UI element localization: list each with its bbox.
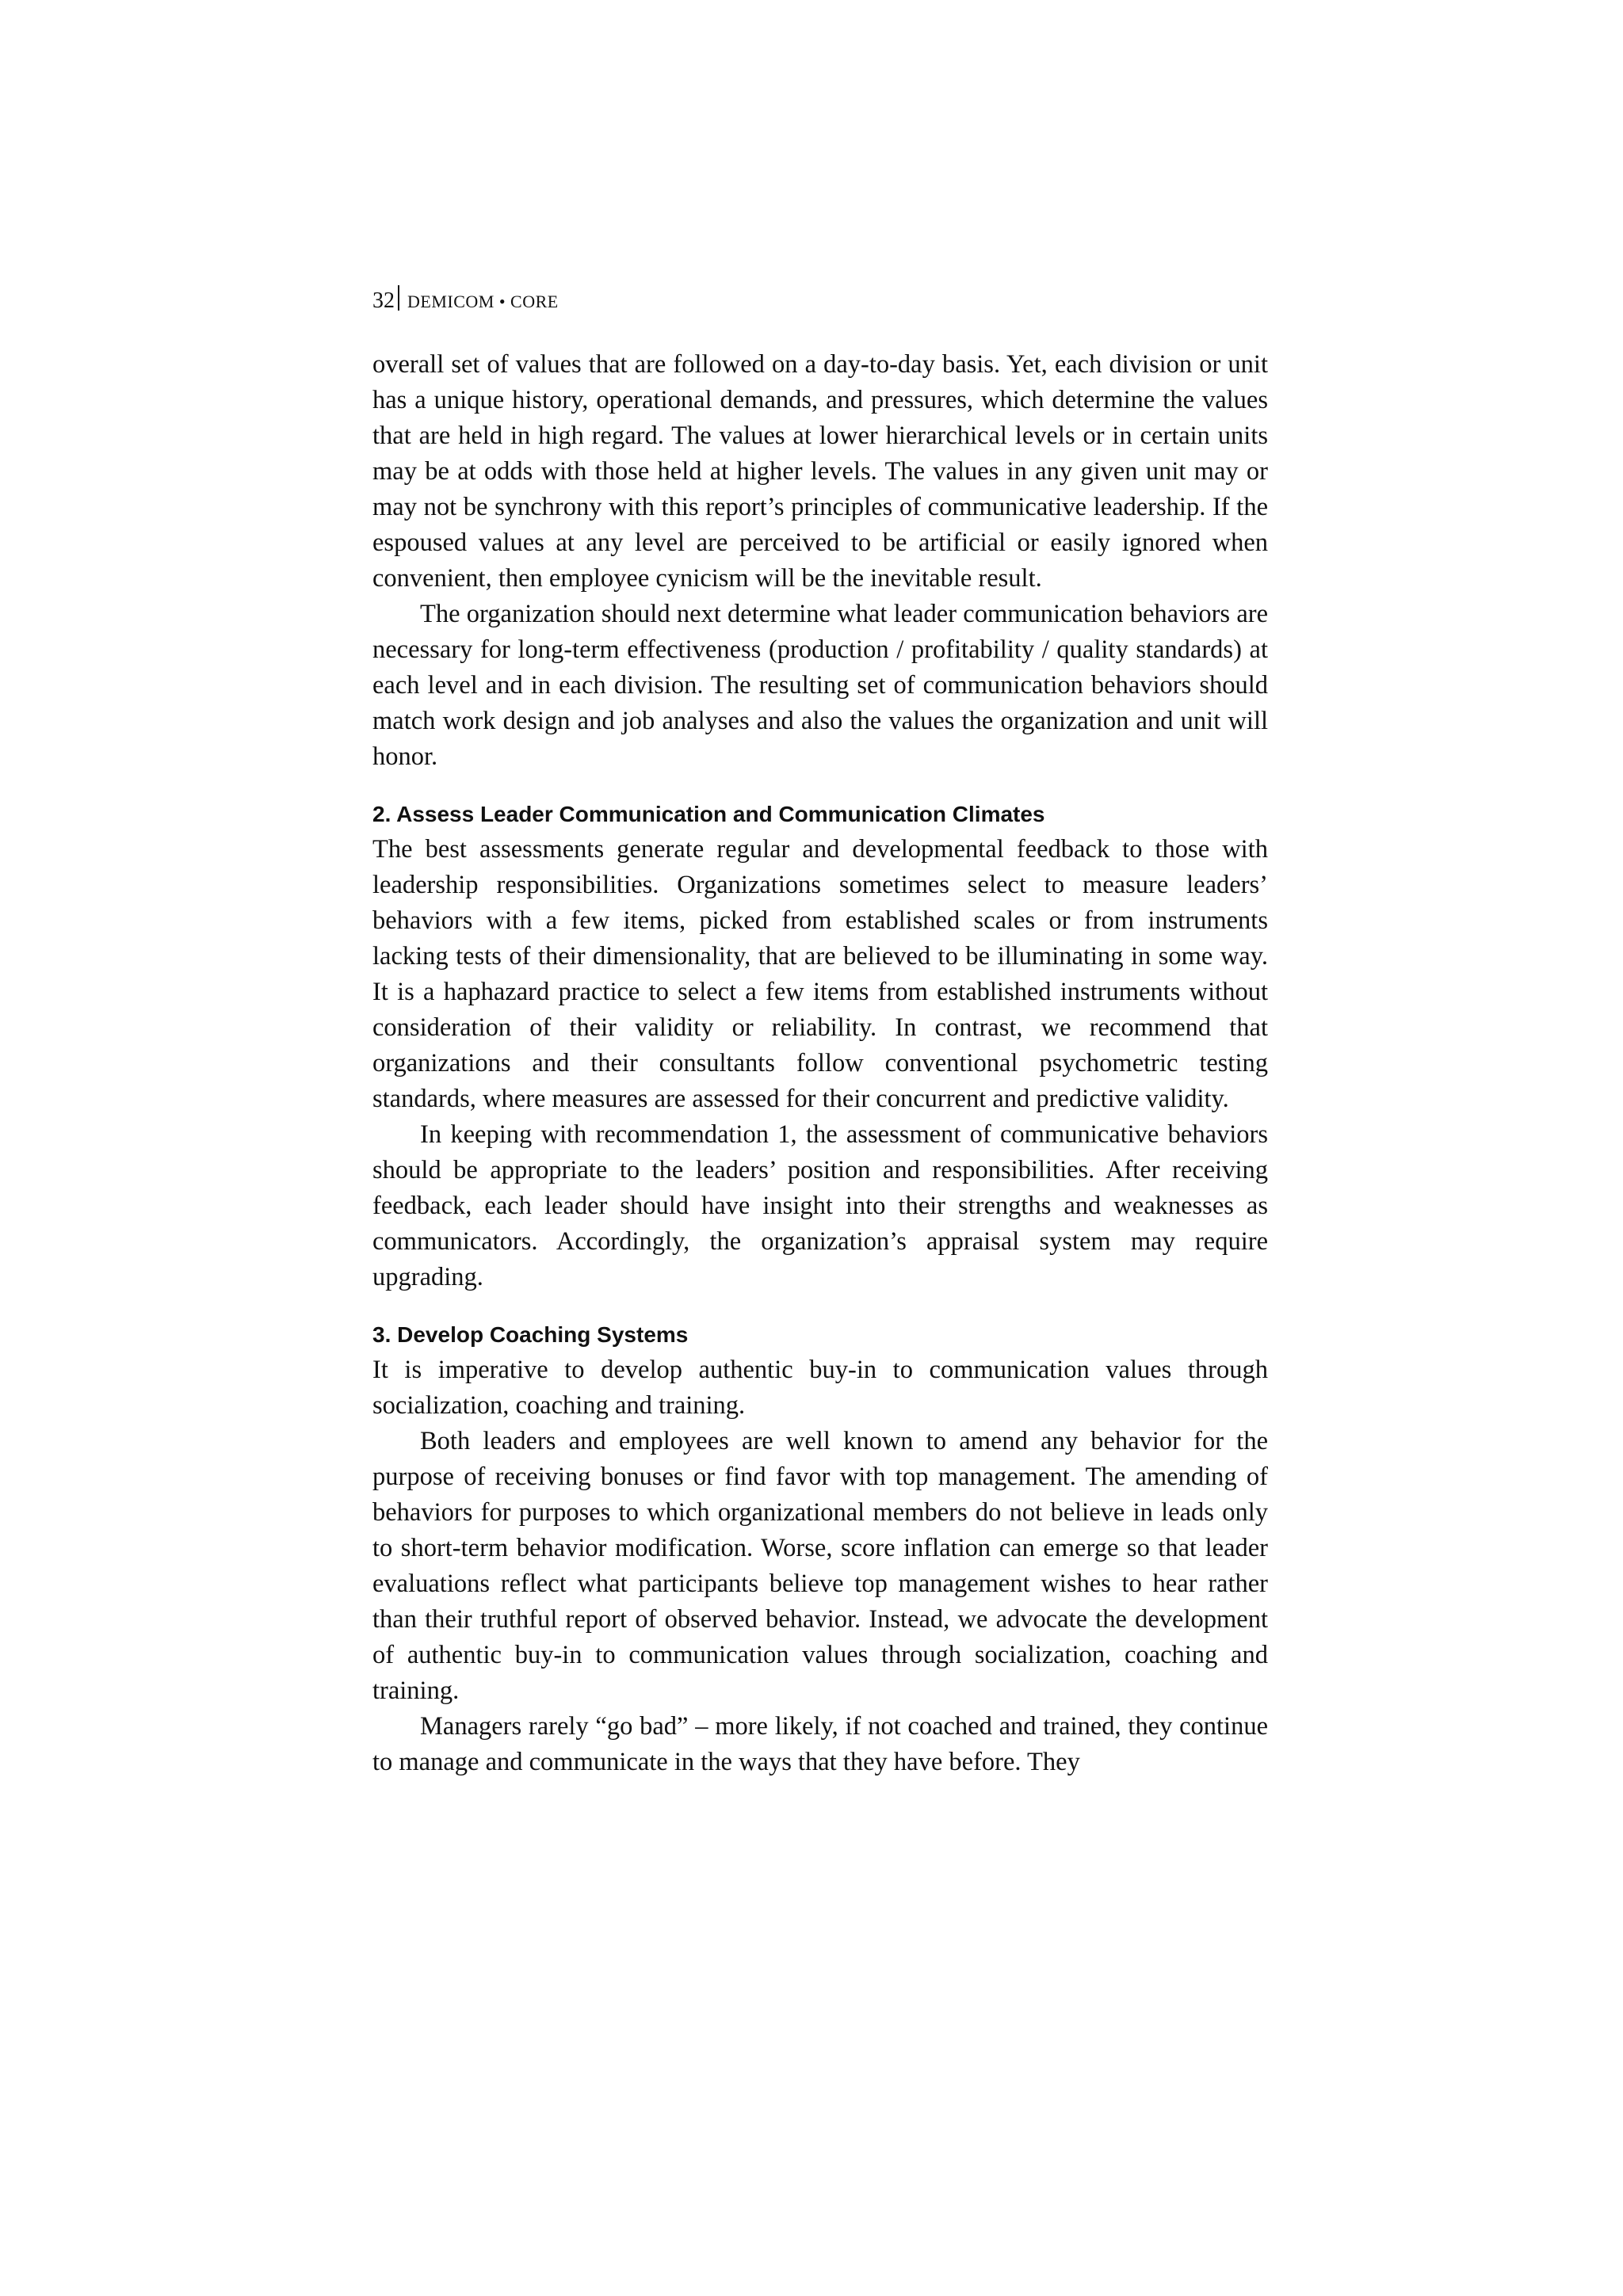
page-header — [372, 282, 559, 315]
body-text — [372, 347, 1268, 1780]
paragraph-amend-behavior: Both leaders and employees are well known to amend any behavior for the purpose of receiving bonuses or find favor with top management. The amending of behaviors for purposes to which organizational members do not believe in leads only to short-term behavior modification. Worse, score inflation can emerge so that leader evaluations reflect what participants believe top management wishes to hear rather than their truthful report of observed behavior. Instead, we advocate the development of authentic buy-in to communication values through socialization, coaching and training. — [372, 1427, 1268, 1705]
paragraph-managers: Managers rarely “go bad” – more likely, if not coached and trained, they continue to manage and communicate in the ways that they have before. They — [372, 1712, 1268, 1776]
page-number: 32 — [372, 288, 395, 313]
paragraph-recommendation-1: In keeping with recommendation 1, the assessment of communicative behaviors should be appropriate to the leaders’ position and responsibilities. After receiving feedback, each leader should have insight into their strengths and weaknesses as communicators. Accordingly, the organization’s appraisal system may require upgrading. — [372, 1120, 1268, 1291]
paragraph-assessments: The best assessments generate regular and developmental feedback to those with leadership responsibilities. Organizations sometimes select to measure leaders’ behaviors with a few items, picked from established scales or from instruments lacking tests of their dimensionality, that are believed to be illuminating in some way. It is a haphazard practice to select a few items from established instruments without consideration of their validity or reliability. In contrast, we recommend that organizations and their consultants follow conventional psychometric testing standards, where measures are assessed for their concurrent and predictive validity. — [372, 835, 1268, 1113]
paragraph-leader-behaviors: The organization should next determine what leader communication behaviors are necessary for long-term effectiveness (production / profitability / quality standards) at each level and in each division. The resulting set of communication behaviors should match work design and job analyses and also the values the organization and unit will honor. — [372, 600, 1268, 771]
paragraph-buy-in: It is imperative to develop authentic buy-in to communication values through socialization, coaching and training. — [372, 1356, 1268, 1420]
header-divider — [398, 285, 399, 311]
running-title: DEMICOM • CORE — [407, 292, 559, 311]
paragraph-values-continued: overall set of values that are followed on a day-to-day basis. Yet, each division or unit has a unique history, operational demands, and pressures, which determine the values that are held in high regard. The values at lower hierarchical levels or in certain units may be at odds with those held at higher levels. The values in any given unit may or may not be synchrony with this report’s principles of communicative leadership. If the espoused values at any level are perceived to be artificial or easily ignored when convenient, then employee cynicism will be the inevitable result. — [372, 350, 1268, 593]
section-heading-coaching: 3. Develop Coaching Systems — [372, 1322, 689, 1347]
section-heading-assess: 2. Assess Leader Communication and Communication Climates — [372, 802, 1045, 826]
